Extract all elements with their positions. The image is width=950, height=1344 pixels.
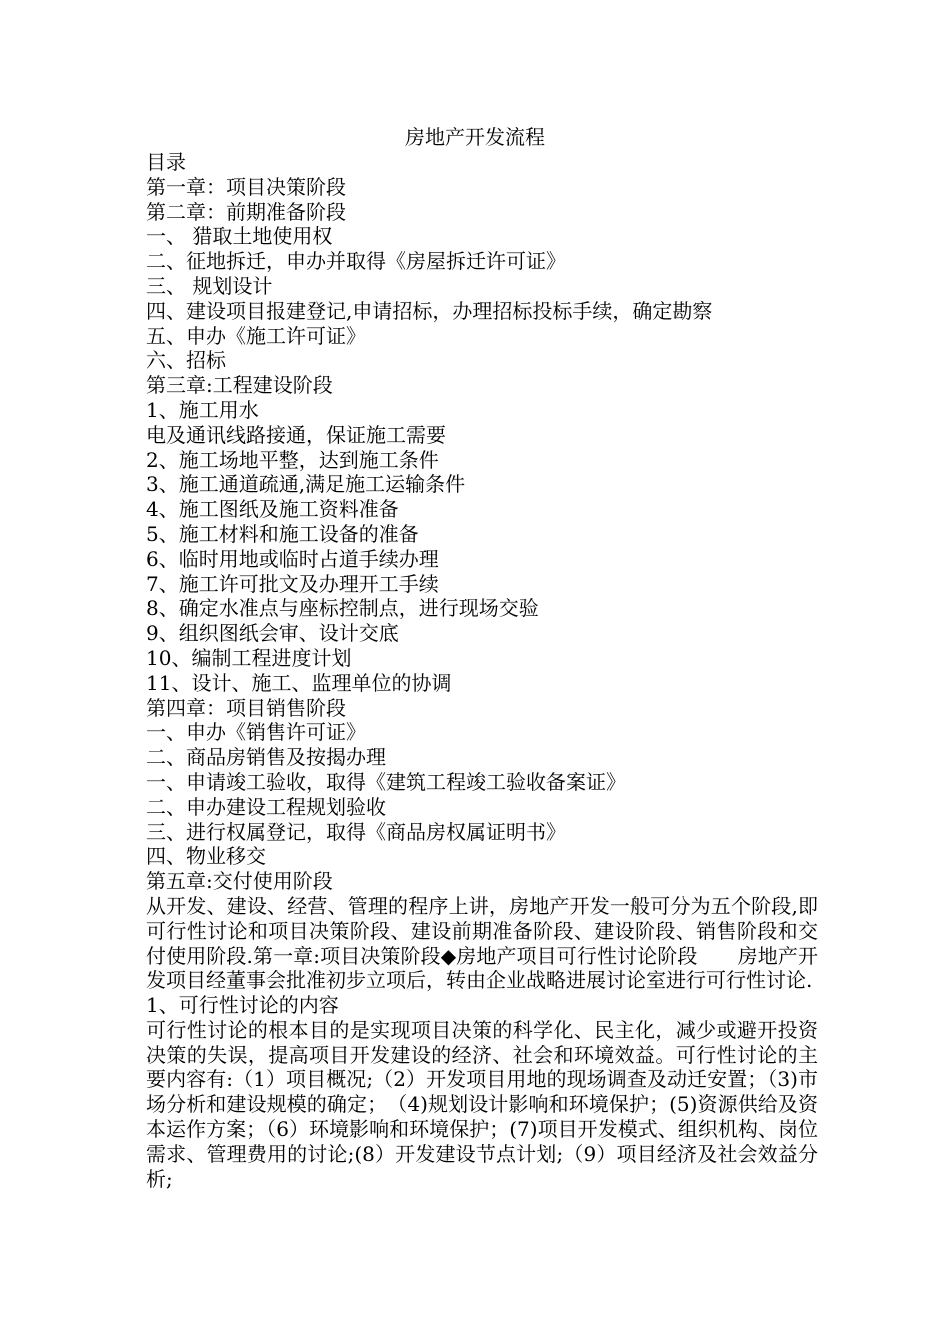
toc-item: 二、商品房销售及按揭办理 [146, 745, 386, 770]
document-title: 房地产开发流程 [405, 125, 545, 149]
toc-item: 四、建设项目报建登记,申请招标，办理招标投标手续，确定勘察 [146, 298, 713, 323]
toc-item: 8、确定水准点与座标控制点，进行现场交验 [146, 596, 539, 621]
toc-item: 4、施工图纸及施工资料准备 [146, 497, 399, 522]
toc-heading: 目录 [146, 150, 186, 174]
toc-item: 四、物业移交 [146, 844, 266, 869]
toc-chapter-2: 第二章：前期准备阶段 [146, 199, 346, 224]
toc-item: 9、组织图纸会审、设计交底 [146, 621, 399, 646]
toc-item: 一、 猎取土地使用权 [146, 224, 333, 249]
toc-item: 7、施工许可批文及办理开工手续 [146, 571, 439, 596]
toc-item: 五、申办《施工许可证》 [146, 323, 366, 348]
toc-item: 六、招标 [146, 348, 226, 373]
toc-item: 一、申请竣工验收，取得《建筑工程竣工验收备案证》 [146, 769, 626, 794]
section-heading: 1、可行性讨论的内容 [146, 993, 339, 1018]
toc-item: 二、申办建设工程规划验收 [146, 794, 386, 819]
feasibility-paragraph: 可行性讨论的根本目的是实现项目决策的科学化、民主化，减少或避开投资决策的失误，提高项目开发建设的经济、社会和环境效益。可行性讨论的主要内容有:（1）项目概况;（2）开发项目用地的现场调查及动迁安置；（3)市场分析和建设规模的确定； （4)规划设计影响和环境保护；(5)资源供给及资本运作方案；（6）环境影响和环境保护；(7)项目开发模式、组织机构、岗位需求、管理费用的讨论;(8）开发建设节点计划;（9）项目经济及社会效益分析; [146, 1017, 818, 1191]
toc-chapter-4: 第四章：项目销售阶段 [146, 695, 346, 720]
toc-item: 6、临时用地或临时占道手续办理 [146, 546, 439, 571]
toc-item: 三、 规划设计 [146, 273, 273, 298]
toc-item: 2、施工场地平整，达到施工条件 [146, 447, 439, 472]
toc-chapter-1: 第一章：项目决策阶段 [146, 174, 346, 199]
toc-chapter-3: 第三章:工程建设阶段 [146, 373, 333, 398]
toc-chapter-5: 第五章:交付使用阶段 [146, 869, 333, 894]
toc-item: 三、进行权属登记，取得《商品房权属证明书》 [146, 819, 566, 844]
toc-item: 11、设计、施工、监理单位的协调 [146, 670, 452, 695]
intro-paragraph: 从开发、建设、经营、管理的程序上讲，房地产开发一般可分为五个阶段,即可行性讨论和项目决策阶段、建设前期准备阶段、建设阶段、销售阶段和交付使用阶段.第一章:项目决策阶段◆房地产项目可行性讨论阶段 房地产开发项目经董事会批准初步立项后，转由企业战略进展讨论室进行可行性讨论. [146, 893, 818, 993]
toc-item: 一、申办《销售许可证》 [146, 720, 366, 745]
toc-item: 5、施工材料和施工设备的准备 [146, 521, 419, 546]
document-body [146, 150, 818, 1191]
toc-item: 10、编制工程进度计划 [146, 645, 352, 670]
toc-item: 3、施工通道疏通,满足施工运输条件 [146, 472, 466, 497]
toc-item: 电及通讯线路接通，保证施工需要 [146, 422, 446, 447]
toc-item: 1、施工用水 [146, 397, 259, 422]
toc-item: 二、征地拆迁，申办并取得《房屋拆迁许可证》 [146, 249, 566, 274]
